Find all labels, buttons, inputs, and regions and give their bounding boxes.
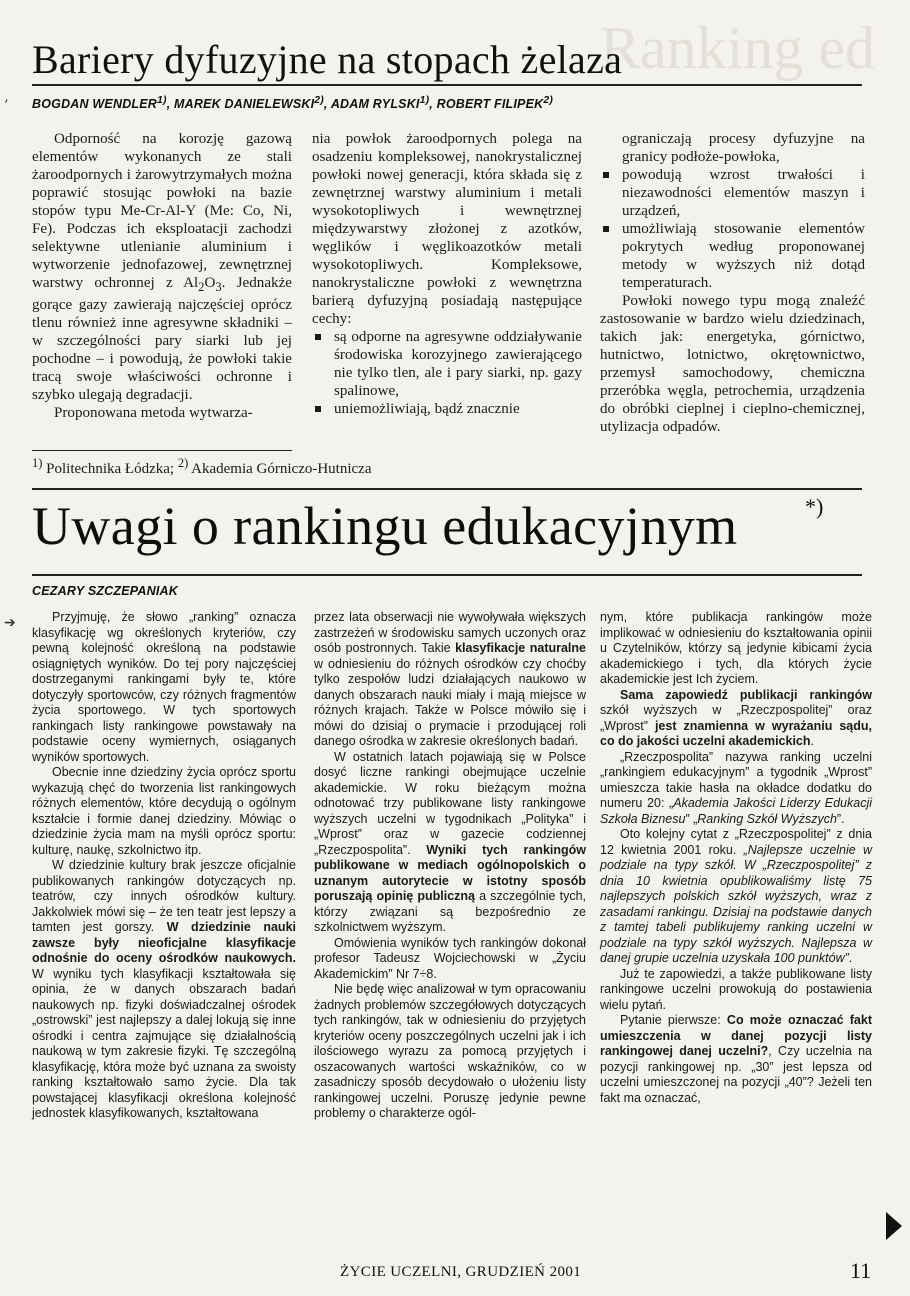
article1-column-2 (312, 130, 582, 418)
article2-column-3 (600, 610, 872, 1106)
affiliation-mark: 1) (157, 95, 167, 106)
title-footnote-mark: *) (805, 494, 824, 519)
article-title: Bariery dyfuzyjne na stopach żelaza (32, 37, 623, 82)
affiliation-mark: 2) (543, 95, 554, 106)
author: ADAM RYLSKI (330, 97, 420, 112)
article2-column-1 (32, 610, 296, 1122)
footnote-rule (32, 450, 292, 451)
bullet-list (600, 166, 865, 292)
show-through-text: Ranking ed (600, 15, 875, 81)
paragraph: nia powłok żaroodpornych polega na osadzeniu kompleksowej, nanokrystalicznej powłoki nowej generacji, która składa się z zewnętrznej warstwy aluminium i metali wysokotopliwych i wewnętrznej międzywarstwy złożonej z azotków, węglików i węglikoazotków metali wysokotopliwych. Kompleksowe, nanokrystaliczne powłoki z wewnętrzna barierą dyfuzyjną posiadają następujące cechy: (312, 131, 582, 327)
paragraph: Przyjmuję, że słowo „ranking” oznacza klasyfikację wg określonych kryteriów, czy pewną kolejność określoną na podstawie osiągniętych wyników. Do tej pory najczęściej dostrzeganymi rankingami były te, które dotyczyły sportowców, czy różnych fragmentów życia sportowego. W tych sportowych rankingach listy rankingowe powstawały na podstawie oceny wymiernych, osiąganych wyników sportowych. (32, 610, 296, 764)
paragraph: nym, które publikacja rankingów może implikować w odniesieniu do kształtowania opinii u Czytelników, którzy są jedynie kibicami życia akademickiego i tych, dla których życie akademickie jest Ich życiem. (600, 610, 872, 686)
paragraph: Proponowana metoda wytwarza- (54, 405, 253, 422)
paragraph: Odporność na korozję gazową elementów wykonanych ze stali żaroodpornych i żarowytrzymałych można poprawić stosując powłoki na bazie stopów typu Me-Cr-Al-Y (Me: Co, Ni, Fe). Podczas ich eksploatacji zachodzi selektywne utlenianie aluminium i wytworzenie jednofazowej, zewnętrznej warstwy ochronnej z $Al_2O_3$. Jednakże gorące gazy zawierają najczęściej oprócz tlenu również inne agresywne składniki – w szczególności pary siarki lub jej pochodne – i powodują, że powłoki takie tracą swoje właściwości ochronne i szybko ulegają degradacji. (32, 131, 292, 404)
continue-arrow-icon (886, 1212, 902, 1240)
title-rule (32, 84, 862, 86)
paragraph: Omówienia wyników tych rankingów dokonał profesor Tadeusz Wojciechowski w „Życiu Akademickim” Nr 7÷8. (314, 935, 586, 981)
article1-column-3 (600, 130, 865, 436)
list-item: uniemożliwiają, bądź znacznie (312, 400, 582, 418)
paragraph: Sama zapowiedź publikacji rankingów szkół wyższych w „Rzeczpospolitej” oraz „Wprost” jest znamienna w wyrażaniu sądu, co do jakości uczelni akademickich. (600, 687, 873, 748)
list-item: umożliwiają stosowanie elementów pokrytych według proponowanej metody w wyższych niż dotąd temperaturach. (600, 220, 865, 292)
paragraph: Obecnie inne dziedziny życia oprócz sportu wykazują chęć do tworzenia list rankingowych różnych elementów, które decydują o ogólnym kształcie i formie danej dziedziny. Mówiąc o dziedzinie życia mam na myśli oprócz sportu: kulturę, naukę, szkolnictwo itp. (32, 765, 296, 857)
author: MAREK DANIELEWSKI (174, 97, 315, 112)
paragraph: W dziedzinie kultury brak jeszcze oficjalnie publikowanych rankingów dotyczących np. teatrów, czy innych ośrodków kultury. Jakkolwiek mówi się – że ten teatr jest lepszy a tamten jest gorszy. W dziedzinie nauki zawsze były nieoficjalne klasyfikacje odnośnie do oceny ośrodków naukowych. W wyniku tych klasyfikacji kształtowała się opinia, że w danych obszarach badań naukowych np. fizyki doświadczalnej ośrodek „ostrowski” jest najlepszy a dalej lokują się inne ośrodki i centra zajmujące się działalnością naukową w tym zakresie fizyki. Tę szczególną klasyfikację, która może być uznana za swoisty ranking kształtowało samo życie. Dla tak powstającej klasyfikacji określona kolejność jednostek klasyfikowanych, kształtowana (32, 858, 296, 1120)
paragraph: Już te zapowiedzi, a także publikowane listy rankingowe uczelni prowokują do postawienia wielu pytań. (600, 966, 872, 1012)
author: BOGDAN WENDLER (32, 97, 158, 112)
magazine-footer: ŻYCIE UCZELNI, GRUDZIEŃ 2001 (340, 1264, 582, 1280)
paragraph: W ostatnich latach pojawiają się w Polsce dosyć liczne rankingi obejmujące uczelnie akademickie. W roku bieżącym można odnotować trzy publikowane listy rankingowe wyższych uczelni w tygodnikach „Polityka” i „Wprost” oraz w gazecie codziennej „Rzeczpospolita”. Wyniki tych rankingów publikowane w mediach ogólnopolskich o uznanym autorytecie w istotny sposób poruszają opinię publiczną a szczególnie tych, którzy związani są bezpośrednio ze szkolnictwem wyższym. (314, 749, 586, 934)
footnote: $^{1)}$ Politechnika Łódzka; $^{2)}$ Akademia Górniczo-Hutnicza (32, 456, 372, 477)
page-number: 11 (850, 1258, 872, 1283)
author: ROBERT FILIPEK (436, 97, 544, 112)
affiliation-mark: 2) (314, 95, 324, 106)
paragraph: ograniczają procesy dyfuzyjne na granicy podłoże-powłoka, (622, 131, 865, 165)
article2-column-2 (314, 610, 586, 1122)
paragraph: „Rzeczpospolita” nazywa ranking uczelni „rankingiem edukacyjnym” a tygodnik „Wprost” umieszcza takie hasła na okładce dodatku do numeru 20: „Akademia Jakości Liderzy Edukacji Szkoła Biznesu” „Ranking Szkół Wyższych”. (600, 749, 872, 826)
paragraph: przez lata obserwacji nie wywoływała większych zastrzeżeń w środowisku samych uczonych oraz osób postronnych. Takie klasyfikacje naturalne w odniesieniu do różnych ośrodków czy choćby tylko zespołów ludzi działających naukowo w danych obszarach nauki miały i mają miejsce w różnych krajach. Także w Polsce mówiło się i mówi do dzisiaj o prymacie i przodującej roli danego ośrodka w zakresie określonych badań. (314, 610, 586, 748)
paragraph: Oto kolejny cytat z „Rzeczpospolitej” z dnia 12 kwietnia 2001 roku. „Najlepsze uczelnie w podziale na typy szkół. W „Rzeczpospolitej” z dnia 10 kwietnia opublikowaliśmy listę 75 najlepszych polskich szkół wyższych, wraz z zasadami rankingu. Dzisiaj na podstawie danych z tamtej tabeli publikujemy ranking uczelni w podziale na typy szkół wyższych. Najlepsza w danej grupie uczelnia uzyskała 100 punktów”. (600, 827, 872, 965)
bullet-list (312, 328, 582, 418)
author-line: BOGDAN WENDLER$^{1)}$, MAREK DANIELEWSKI$^{2)}$, ADAM RYLSKI$^{1)}$, ROBERT FILIPEK$^{2)}$ (32, 95, 554, 112)
paragraph: Powłoki nowego typu mogą znaleźć zastosowanie w bardzo wielu dziedzinach, takich jak: energetyka, górnictwo, hutnictwo, lotnictwo, okrętownictwo, przemysł samochodowy, chemiczna przeróbka węgla, petrochemia, urządzenia do obróbki cieplnej i cieplno-chemicznej, utylizacja odpadów. (600, 293, 865, 435)
article-title: Uwagi o rankingu edukacyjnym (32, 496, 738, 556)
margin-mark: ’ (4, 98, 9, 114)
list-item: powodują wzrost trwałości i niezawodności elementów maszyn i urządzeń, (600, 166, 865, 220)
paragraph: Nie będę więc analizował w tym opracowaniu żadnych problemów szczegółowych dotyczących tych rankingów, tak w odniesieniu do przyjętych kryteriów oceny poszczególnych uczelni jak i ich ilościowego wyrazu za pomocą przyjętych i oszacowanych wartości wskaźników, co w zasadniczy sposób decydowało o ułożeniu listy rankingowej uczelni. Poruszę jedynie pewne problemy o charakterze ogól- (314, 982, 586, 1120)
section-divider (32, 488, 862, 490)
paragraph: Pytanie pierwsze: Co może oznaczać fakt umieszczenia w danej pozycji listy rankingowej danej uczelni?, Czy uczelnia na pozycji rankingowej np. „30” jest lepsza od uczelni umieszczonej na pozycji „40”? Jeżeli ten fakt ma oznaczać, (600, 1013, 873, 1105)
author-line: CEZARY SZCZEPANIAK (32, 584, 178, 598)
margin-mark: ➔ (4, 615, 16, 631)
article1-column-1 (32, 130, 292, 422)
affiliation-mark: 1) (419, 95, 430, 106)
list-item: są odporne na agresywne oddziaływanie środowiska korozyjnego zawierającego nie tylko tlen, ale i pary siarki, np. gazy spalinowe, (312, 328, 582, 400)
title-rule (32, 574, 862, 576)
